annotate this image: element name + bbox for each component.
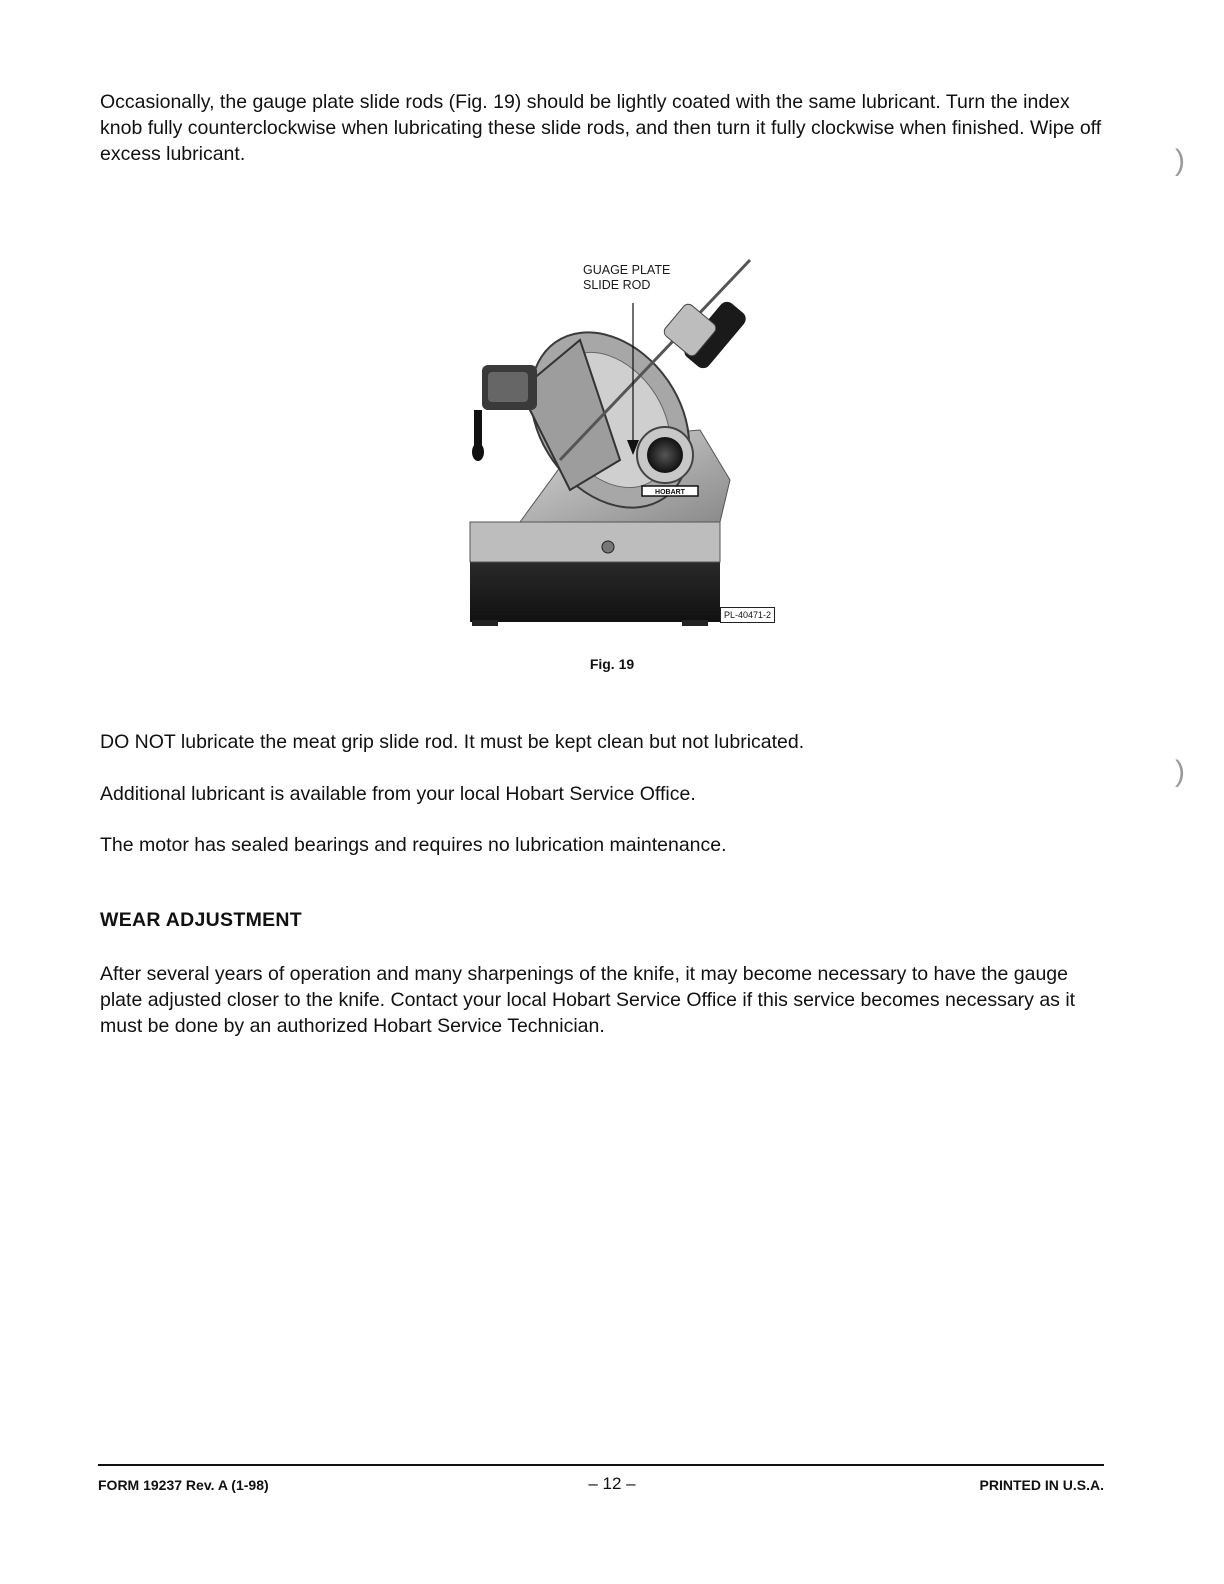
figure-plate-number: PL-40471-2 xyxy=(720,607,775,623)
wear-adjustment-paragraph: After several years of operation and many sharpenings of the knife, it may become necessary to have the gauge plate adjusted closer to the knife. Contact your local Hobart Service Office if this service becomes necessary as it must be done by an authorized Hobart Service Technician. xyxy=(100,963,1076,1037)
additional-lubricant-paragraph: Additional lubricant is available from your local Hobart Service Office. xyxy=(100,783,696,805)
scan-mark: ) xyxy=(1175,144,1185,177)
figure-caption: Fig. 19 xyxy=(589,656,635,672)
scan-mark: ) xyxy=(1175,755,1185,788)
footer-form-number: FORM 19237 Rev. A (1-98) xyxy=(98,1477,269,1493)
section-heading: WEAR ADJUSTMENT xyxy=(100,909,303,931)
slicer-illustration xyxy=(460,240,790,630)
motor-paragraph: The motor has sealed bearings and requires no lubrication maintenance. xyxy=(100,834,727,856)
slicer-figure xyxy=(460,240,790,630)
index-knob xyxy=(647,437,683,473)
footer-printed-in: PRINTED IN U.S.A. xyxy=(979,1477,1104,1493)
footer-page-number: – 12 – xyxy=(588,1474,636,1493)
slicer-upper-base xyxy=(470,522,720,562)
callout-label xyxy=(583,263,670,293)
no-lubricate-paragraph: DO NOT lubricate the meat grip slide rod. It must be kept clean but not lubricated. xyxy=(100,731,805,753)
slicer-base xyxy=(470,560,720,622)
callout-label-line-1: GUAGE PLATE xyxy=(583,263,671,277)
hobart-nameplate-text: HOBART xyxy=(655,489,685,496)
intro-paragraph: Occasionally, the gauge plate slide rods (Fig. 19) should be lightly coated with the same lubricant. Turn the index knob fully counterclockwise when lubricating these slide rods, and then turn it fully clockwise when finished. Wipe off excess lubricant. xyxy=(100,91,1102,165)
footer-rule xyxy=(98,1464,1104,1466)
callout-label-line-2: SLIDE ROD xyxy=(583,278,651,292)
